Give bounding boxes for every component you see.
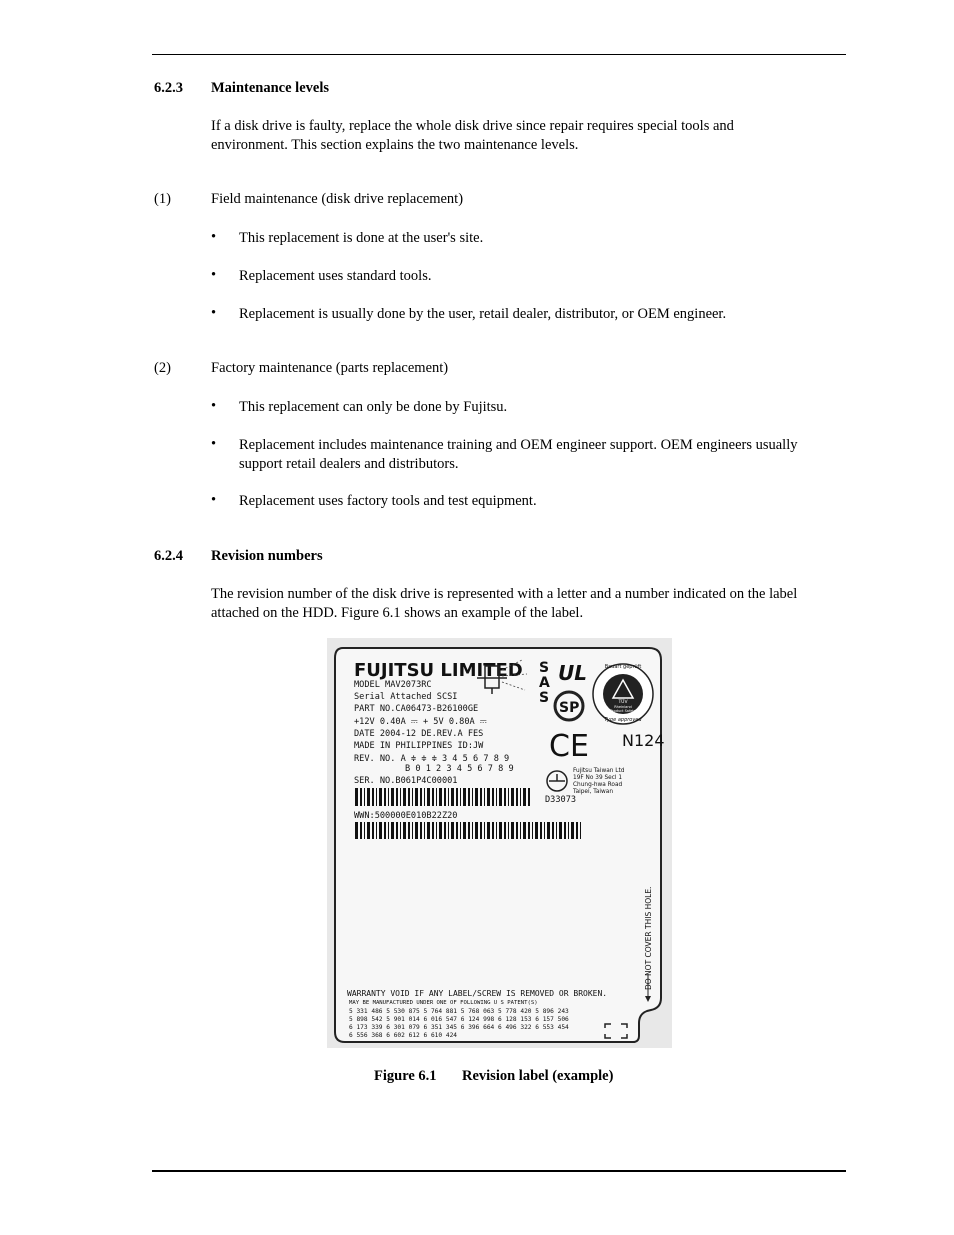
address-line: Taipei, Taiwan: [573, 789, 613, 795]
ce-mark-icon: CE: [549, 729, 589, 764]
wwn-barcode: [355, 822, 581, 839]
patent-line: 5 331 486 5 530 875 5 764 881 5 768 063 5 778 420 5 896 243: [349, 1008, 569, 1015]
field-bullet: This replacement is done at the user's site.: [239, 230, 484, 246]
factory-maintenance-title: Factory maintenance (parts replacement): [211, 360, 449, 376]
svg-text:Type approved: Type approved: [604, 717, 642, 723]
intro-line: environment. This section explains the two maintenance levels.: [211, 136, 579, 153]
part-number-text: PART NO.CA06473-B26100GE: [354, 704, 479, 714]
patent-line: 6 173 339 6 301 079 6 351 345 6 396 664 6 496 322 6 553 454: [349, 1024, 569, 1031]
figure-caption: [374, 1068, 613, 1085]
footer-rule: [152, 1170, 846, 1172]
revision-label-figure: [327, 638, 672, 1048]
bullet-glyph: •: [211, 398, 217, 414]
address-line: Fujitsu Taiwan Ltd: [573, 768, 625, 774]
svg-text:Bauart geprüft: Bauart geprüft: [604, 664, 642, 670]
item-number-2: (2): [154, 360, 171, 376]
sas-letter-s: S: [539, 690, 550, 706]
svg-text:TÜV: TÜV: [618, 700, 628, 705]
bullet-glyph: •: [211, 267, 217, 283]
bullet-glyph: •: [211, 305, 217, 321]
factory-bullet-line: support retail dealers and distributors.: [239, 456, 459, 472]
serial-number-text: SER. NO.B061P4C00001: [354, 776, 458, 786]
revision-paragraph: [211, 585, 846, 622]
intro-line: If a disk drive is faulty, replace the whole disk drive since repair requires special tools and: [211, 118, 734, 134]
ul-mark-icon: UL: [558, 661, 587, 685]
svg-text:Rheinland: Rheinland: [614, 705, 632, 709]
model-text: MODEL MAV2073RC: [354, 680, 432, 690]
intro-paragraph: [211, 117, 846, 154]
hole-note-text: DO NOT COVER THIS HOLE.: [644, 886, 653, 990]
section-number-6-2-3: 6.2.3: [154, 80, 183, 96]
revision-row-a: REV. NO. A ≑ ≑ ≑ 3 4 5 6 7 8 9: [354, 754, 510, 764]
factory-bullet: Replacement uses factory tools and test equipment.: [239, 493, 537, 509]
bullet-glyph: •: [211, 436, 217, 452]
revision-row-b: B 0 1 2 3 4 5 6 7 8 9: [405, 764, 514, 774]
figure-number: Figure 6.1: [374, 1068, 437, 1084]
address-line: 19F No 39 Secl 1: [573, 775, 623, 781]
label-drawing: [327, 638, 672, 1048]
figure-title: Revision label (example): [462, 1068, 614, 1084]
n124-code: N124: [622, 731, 665, 750]
item-number-1: (1): [154, 191, 171, 207]
warranty-text: WARRANTY VOID IF ANY LABEL/SCREW IS REMOVED OR BROKEN.: [347, 989, 608, 998]
wwn-text: WWN:500000E010B22Z20: [354, 811, 458, 821]
patent-line: 5 898 542 5 901 014 6 016 547 6 124 998 6 128 153 6 157 506: [349, 1016, 569, 1023]
factory-bullet: [239, 436, 846, 474]
factory-bullet-line: Replacement includes maintenance training and OEM engineer support. OEM engineers usually: [239, 437, 798, 453]
field-bullet: Replacement uses standard tools.: [239, 268, 432, 284]
brand-text: FUJITSU LIMITED: [354, 660, 523, 681]
date-revision-text: DATE 2004-12 DE.REV.A FES: [354, 729, 484, 739]
d-code-text: D33073: [545, 795, 577, 805]
patent-line: 6 556 368 6 602 612 6 610 424: [349, 1032, 458, 1039]
section-title-revision-numbers: Revision numbers: [211, 548, 323, 564]
svg-text:SP: SP: [559, 700, 580, 716]
svg-text:Product Safety: Product Safety: [610, 709, 636, 713]
factory-bullet: This replacement can only be done by Fujitsu.: [239, 399, 508, 415]
field-bullet: Replacement is usually done by the user, retail dealer, distributor, or OEM engineer.: [239, 306, 727, 322]
power-rating-text: +12V 0.40A ⎓ + 5V 0.80A ⎓: [354, 717, 487, 727]
patent-header: MAY BE MANUFACTURED UNDER ONE OF FOLLOWING U S PATENT(S): [349, 1000, 538, 1006]
section-number-6-2-4: 6.2.4: [154, 548, 183, 564]
header-rule: [152, 54, 846, 55]
revision-line: attached on the HDD. Figure 6.1 shows an example of the label.: [211, 604, 584, 621]
address-line: Chung-hwa Road: [573, 782, 623, 788]
bullet-glyph: •: [211, 492, 217, 508]
sas-letter-s: S: [539, 660, 550, 676]
interface-text: Serial Attached SCSI: [354, 692, 458, 702]
sas-letter-a: A: [539, 675, 550, 691]
bullet-glyph: •: [211, 229, 217, 245]
field-maintenance-title: Field maintenance (disk drive replacement): [211, 191, 464, 207]
section-title-maintenance-levels: Maintenance levels: [211, 80, 329, 96]
made-in-text: MADE IN PHILIPPINES ID:JW: [354, 741, 484, 751]
tuv-seal-icon: [593, 664, 653, 724]
revision-line: The revision number of the disk drive is represented with a letter and a number indicated on the label: [211, 586, 798, 602]
